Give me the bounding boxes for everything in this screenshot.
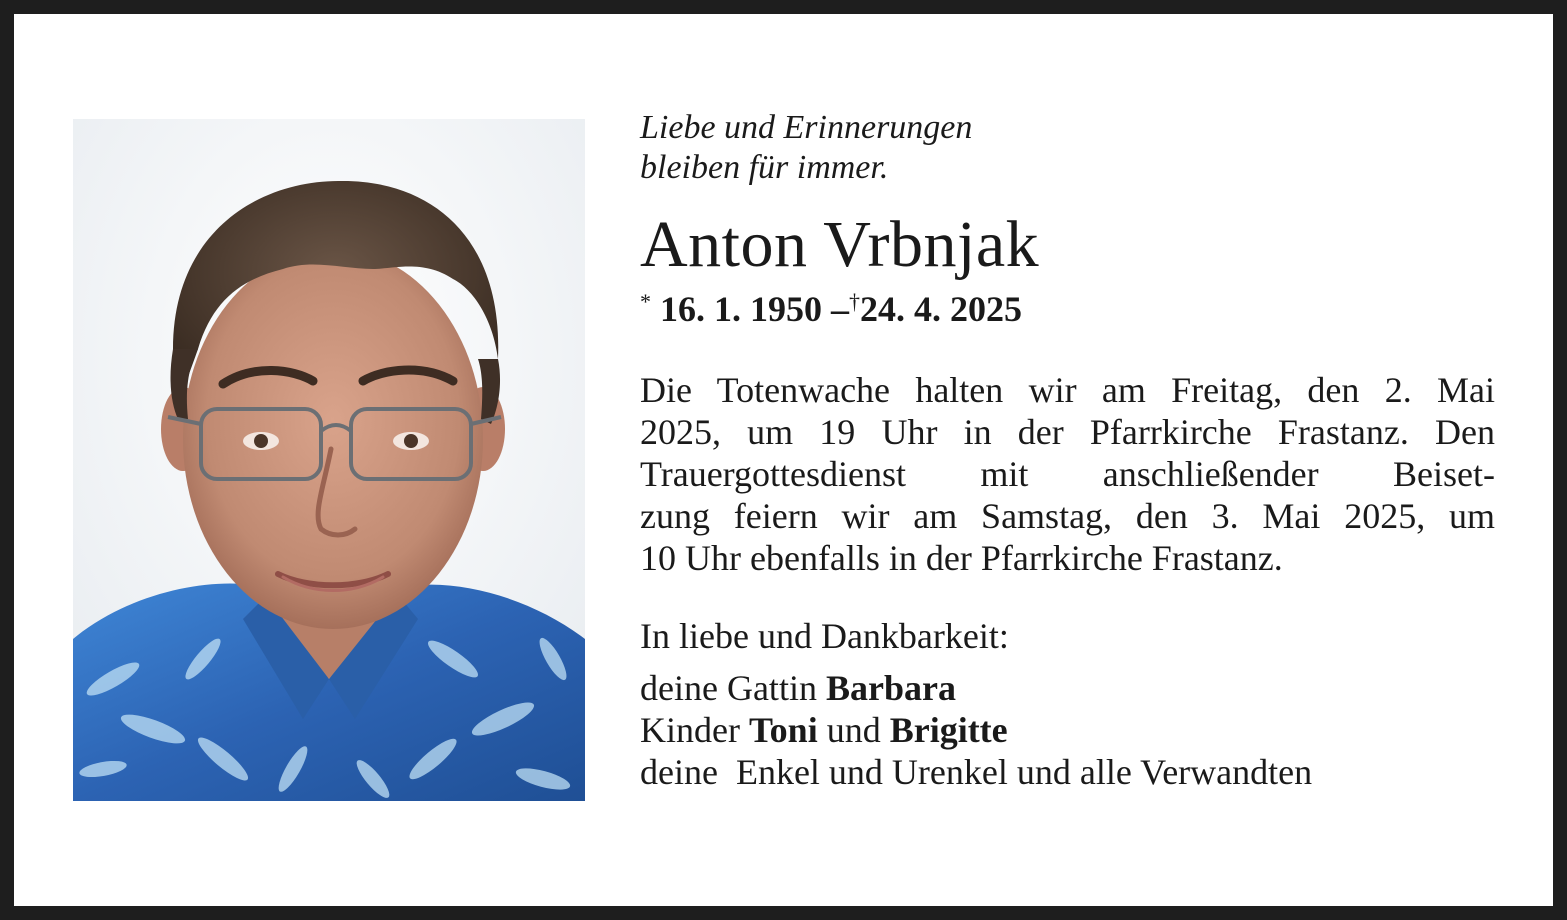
death-date: 24. 4. 2025 <box>860 289 1022 329</box>
announcement-line: 2025, um 19 Uhr in der Pfarrkirche Frastanz. Den <box>640 412 1495 452</box>
spouse-prefix: deine Gattin <box>640 668 826 708</box>
mourner-spouse <box>640 667 1495 709</box>
child-name-1: Toni <box>748 710 818 750</box>
obituary-text-column <box>640 108 1495 793</box>
motto <box>640 108 1495 188</box>
portrait-photo <box>73 119 585 801</box>
motto-line-1: Liebe und Erinnerungen <box>640 109 973 146</box>
children-and: und <box>817 710 890 750</box>
death-symbol: † <box>849 289 860 314</box>
announcement-line: Die Totenwache halten wir am Freitag, den 2. Mai <box>640 370 1495 410</box>
motto-line-2: bleiben für immer. <box>640 149 889 186</box>
birth-symbol: * <box>640 289 651 314</box>
mourners-list <box>640 667 1495 793</box>
date-separator: – <box>831 289 849 329</box>
announcement-line: Trauergottesdienst mit anschließender Beiset- <box>640 454 1495 494</box>
service-announcement <box>640 369 1495 579</box>
announcement-line: 10 Uhr ebenfalls in der Pfarrkirche Frastanz. <box>640 538 1283 578</box>
children-prefix: Kinder <box>640 710 749 750</box>
child-name-2: Brigitte <box>889 710 1008 750</box>
spouse-name: Barbara <box>825 668 956 708</box>
deceased-name: Anton Vrbnjak <box>640 208 1040 281</box>
thanks-line: In liebe und Dankbarkeit: <box>640 616 1009 656</box>
life-dates <box>640 280 1495 331</box>
mourner-relatives: deine Enkel und Urenkel und alle Verwandten <box>640 752 1313 792</box>
announcement-line: zung feiern wir am Samstag, den 3. Mai 2025, um <box>640 496 1495 536</box>
birth-date: 16. 1. 1950 <box>660 289 822 329</box>
mourner-children <box>640 709 1495 751</box>
portrait-illustration <box>73 119 585 801</box>
